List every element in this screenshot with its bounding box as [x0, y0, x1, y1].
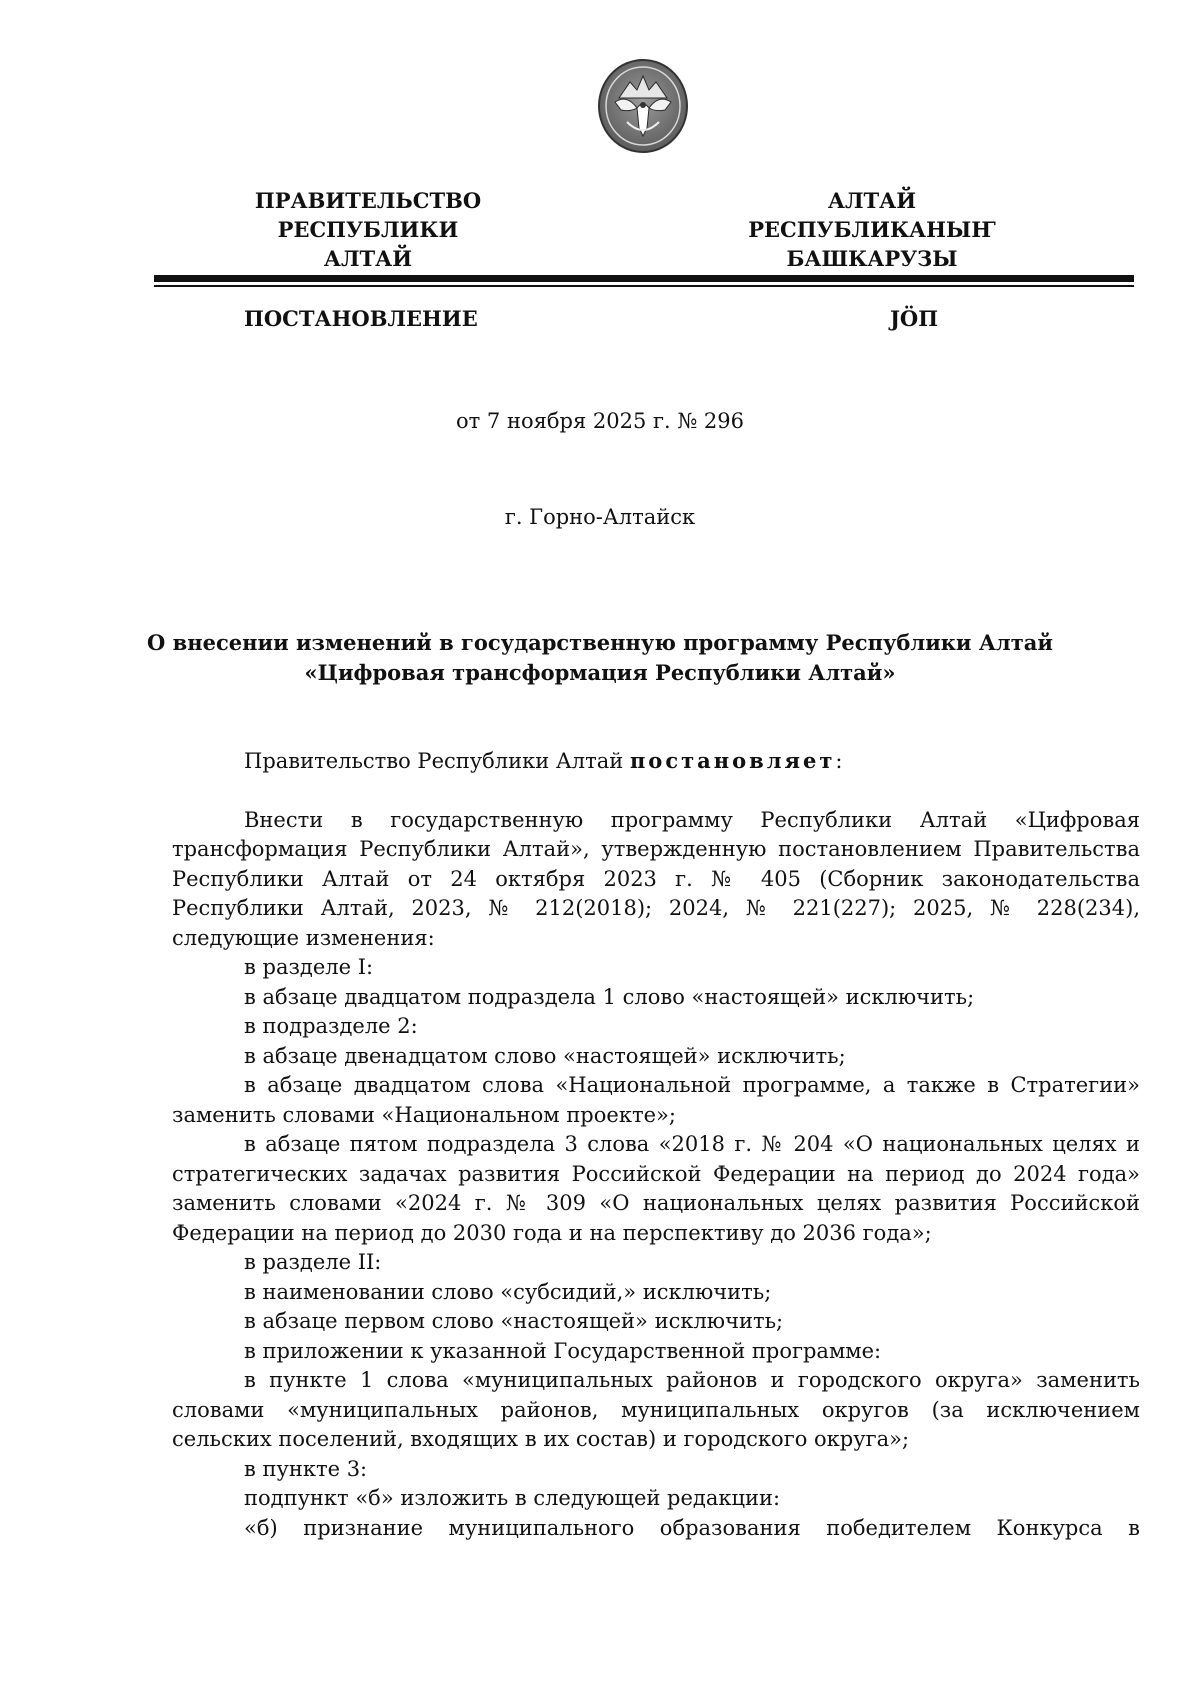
body-paragraph: в абзаце двадцатом подраздела 1 слово «настоящей» исключить;: [244, 984, 975, 1009]
body-paragraph: в разделе II:: [244, 1250, 382, 1274]
government-name-ru-line2: РЕСПУБЛИКИ АЛТАЙ: [277, 217, 459, 271]
government-name-altai-line1: АЛТАЙ РЕСПУБЛИКАНЫҤ: [748, 188, 996, 242]
body-paragraph: в пункте 3:: [244, 1456, 368, 1481]
body-paragraph: подпункт «б» изложить в следующей редакции:: [244, 1486, 781, 1510]
body-paragraph: Внести в государственную программу Республики Алтай «Цифровая трансформация Республики Алтай», утвержденную постановлением Правительства Республики Алтай от 24 октября 2023 г. № 405 (Сборник законодательства Республики Алтай, 2023, № 212(2018); 2024, № 221(227); 2025, № 228(234), следующие изменения:: [172, 807, 1140, 950]
preamble: [172, 746, 1140, 777]
doc-type-altai: ЈӦП: [890, 306, 939, 331]
header-divider-thick: [154, 275, 1134, 282]
body-paragraph: в приложении к указанной Государственной программе:: [244, 1338, 882, 1363]
body-paragraph: в разделе I:: [244, 955, 374, 979]
government-name-ru-line1: ПРАВИТЕЛЬСТВО: [254, 188, 482, 213]
body-paragraph: «б) признание муниципального образования победителем Конкурса в: [244, 1515, 1140, 1540]
preamble-subject: Правительство Республики Алтай: [244, 749, 630, 773]
government-name-altai-line2: БАШКАРУЗЫ: [786, 246, 958, 271]
body-paragraph: в пункте 1 слова «муниципальных районов и городского округа» заменить словами «муниципальных районов, муниципальных округов (за исключением сельских поселений, входящих в их состав) и городского округа»;: [172, 1368, 1140, 1451]
doc-type-ru: ПОСТАНОВЛЕНИЕ: [244, 306, 478, 331]
document-body: [172, 746, 1140, 1543]
document-title: [0, 628, 1200, 688]
republic-emblem: [597, 58, 689, 154]
document-title-line1: О внесении изменений в государственную программу Республики Алтай: [147, 630, 1053, 655]
document-title-line2: «Цифровая трансформация Республики Алтай»: [304, 660, 896, 685]
body-paragraph: в абзаце первом слово «настоящей» исключить;: [244, 1309, 784, 1333]
preamble-colon: :: [835, 749, 843, 773]
header-divider-thin: [154, 285, 1134, 287]
body-paragraph: в наименовании слово «субсидий,» исключить;: [244, 1279, 772, 1304]
date-number-line: от 7 ноября 2025 г. № 296: [456, 409, 744, 433]
city-line: г. Горно-Алтайск: [504, 505, 696, 529]
body-paragraph: в абзаце двенадцатом слово «настоящей» исключить;: [244, 1043, 846, 1068]
body-paragraph: в абзаце двадцатом слова «Национальной программе, а также в Стратегии» заменить словами «Национальном проекте»;: [172, 1073, 1140, 1127]
government-name-altai: [722, 186, 1022, 273]
body-paragraph: в абзаце пятом подраздела 3 слова «2018 г. № 204 «О национальных целях и стратегических задачах развития Российской Федерации на период до 2024 года» заменить словами «2024 г. № 309 «О национальных целях развития Российской Федерации на период до 2030 года и на перспективу до 2036 года»;: [172, 1132, 1140, 1245]
body-paragraph: в подразделе 2:: [244, 1014, 418, 1038]
preamble-verb: постановляет: [629, 748, 836, 773]
government-name-ru: [232, 186, 504, 273]
